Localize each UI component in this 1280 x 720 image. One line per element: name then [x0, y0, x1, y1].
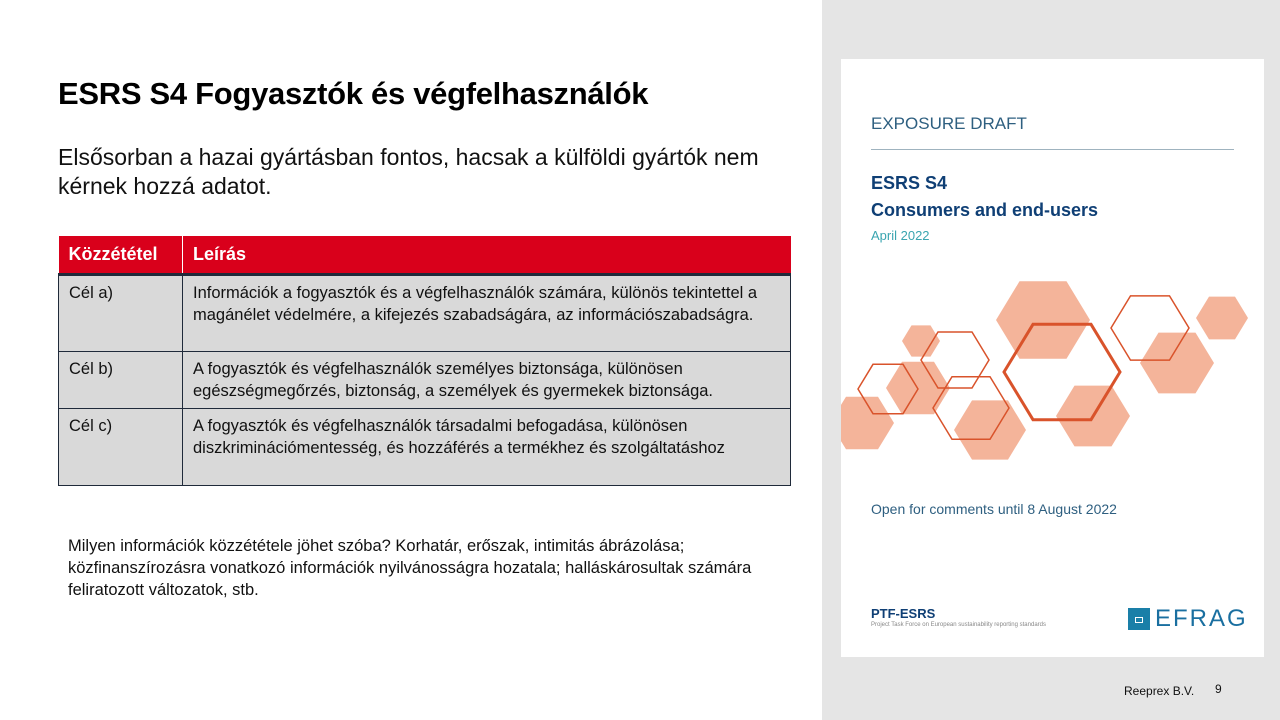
slide-subtitle: Elsősorban a hazai gyártásban fontos, hacsak a külföldi gyártók nem kérnek hozzá adatot.: [58, 144, 759, 199]
cover-image: [841, 59, 1264, 657]
filled-hexagon: [996, 281, 1090, 358]
table-row: [59, 351, 791, 408]
row-desc: Információk a fogyasztók és a végfelhasználók számára, különös tekintettel a magánélet védelmére, a kifejezés szabadságára, az információszabadságra.: [183, 274, 791, 351]
header-description: Leírás: [183, 236, 791, 274]
hexagon-graphic: [841, 274, 1264, 474]
filled-hexagon: [1196, 297, 1248, 340]
filled-hexagon: [954, 400, 1026, 459]
org-name: PTF-ESRS: [871, 606, 936, 621]
disclosure-table: [58, 236, 791, 486]
cover-date: April 2022: [871, 228, 930, 243]
efrag-logo-text: EFRAG: [1155, 605, 1248, 632]
filled-hexagon: [1140, 333, 1214, 394]
filled-hexagon: [902, 325, 940, 356]
table-row: [59, 274, 791, 351]
cover-code: ESRS S4: [871, 173, 948, 193]
slide-title: ESRS S4 Fogyasztók és végfelhasználók: [58, 76, 649, 111]
cover-name: Consumers and end-users: [871, 200, 1099, 220]
page-number: 9: [1215, 682, 1222, 696]
note-text: Milyen információk közzététele jöhet szóba? Korhatár, erőszak, intimitás ábrázolása; közfinanszírozásra vonatkozó információk nyilvánosságra hozatala; halláskárosultak számára feliratozott változatok, stb.: [68, 537, 752, 599]
cover-comments: Open for comments until 8 August 2022: [871, 501, 1117, 517]
efrag-logo-icon: [1128, 608, 1150, 630]
org-full-name: Project Task Force on European sustainability reporting standards: [871, 622, 1046, 628]
row-id: Cél b): [59, 351, 183, 408]
divider: [871, 149, 1234, 150]
footer-company: Reeprex B.V.: [1124, 684, 1195, 698]
cover-title: [871, 170, 1098, 224]
row-desc: A fogyasztók és végfelhasználók társadalmi befogadása, különösen diszkriminációmentesség, és hozzáférés a termékhez és szolgáltatáshoz: [183, 408, 791, 485]
row-id: Cél c): [59, 408, 183, 485]
header-disclosure: Közzététel: [59, 236, 183, 274]
row-id: Cél a): [59, 274, 183, 351]
efrag-logo: [1128, 605, 1248, 633]
cover-label: EXPOSURE DRAFT: [871, 114, 1027, 133]
table-row: [59, 408, 791, 485]
row-desc: A fogyasztók és végfelhasználók személyes biztonsága, különösen egészségmegőrzés, biztonság, a személyek és gyermekek biztonsága.: [183, 351, 791, 408]
